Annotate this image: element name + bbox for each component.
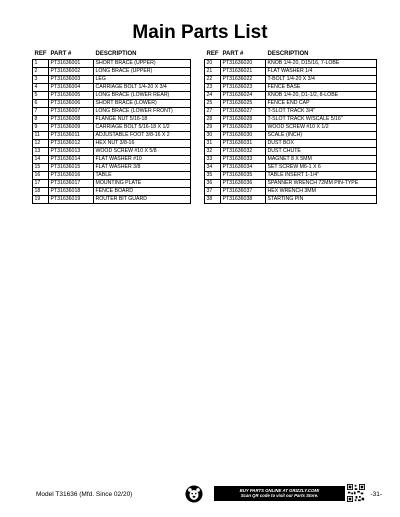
part-number-cell: PT31636031 [221, 140, 266, 148]
table-row [33, 60, 191, 68]
header-part: PART # [50, 51, 72, 57]
part-number-cell: PT31636001 [49, 60, 94, 68]
ref-cell: 15 [33, 164, 49, 172]
ref-cell: 29 [205, 124, 221, 132]
part-number-cell: PT31636024 [221, 92, 266, 100]
table-row [33, 84, 191, 92]
part-number-cell: PT31636009 [49, 124, 94, 132]
table-row [33, 132, 191, 140]
table-row [205, 76, 377, 84]
part-number-cell: PT31636006 [49, 100, 94, 108]
description-cell: WOOD SCREW #10 X 5/8 [94, 148, 191, 156]
description-cell: MOUNTING PLATE [94, 180, 191, 188]
table-row [205, 188, 377, 196]
description-cell: LONG BRACE (LOWER REAR) [94, 92, 191, 100]
ref-cell: 4 [33, 84, 49, 92]
part-number-cell: PT31636038 [221, 196, 266, 204]
part-number-cell: PT31636012 [49, 140, 94, 148]
description-cell: SPANNER WRENCH 72MM PIN-TYPE [266, 180, 377, 188]
ref-cell: 11 [33, 132, 49, 140]
table-row [33, 196, 191, 204]
ref-cell: 32 [205, 148, 221, 156]
description-cell: FLANGE NUT 5/16-18 [94, 116, 191, 124]
description-cell: ADJUSTABLE FOOT 3/8-16 X 2 [94, 132, 191, 140]
table-row [33, 164, 191, 172]
part-number-cell: PT31636032 [221, 148, 266, 156]
description-cell: SET SCREW M6-1 X 6 [266, 164, 377, 172]
part-number-cell: PT31636013 [49, 148, 94, 156]
ref-cell: 12 [33, 140, 49, 148]
parts-table-right [204, 50, 377, 204]
table-row [205, 132, 377, 140]
part-number-cell: PT31636037 [221, 188, 266, 196]
page-number: -31- [370, 491, 382, 498]
description-cell: FENCE BASE [266, 84, 377, 92]
part-number-cell: PT31636011 [49, 132, 94, 140]
table-row [205, 100, 377, 108]
description-cell: ROUTER BIT GUARD [94, 196, 191, 204]
part-number-cell: PT31636030 [221, 132, 266, 140]
part-number-cell: PT31636023 [221, 84, 266, 92]
ref-cell: 8 [33, 116, 49, 124]
ref-cell: 3 [33, 76, 49, 84]
part-number-cell: PT31636008 [49, 116, 94, 124]
description-cell: FLAT WASHER 3/8 [94, 164, 191, 172]
table-row [33, 68, 191, 76]
parts-table-left [32, 50, 191, 204]
description-cell: SHORT BRACE (UPPER) [94, 60, 191, 68]
table-row [205, 92, 377, 100]
table-row [205, 68, 377, 76]
ref-cell: 25 [205, 100, 221, 108]
table-row [33, 116, 191, 124]
part-number-cell: PT31636002 [49, 68, 94, 76]
ref-cell: 38 [205, 196, 221, 204]
ref-cell: 13 [33, 148, 49, 156]
ref-cell: 33 [205, 156, 221, 164]
description-cell: LEG [94, 76, 191, 84]
part-number-cell: PT31636003 [49, 76, 94, 84]
table-row [205, 84, 377, 92]
part-number-cell: PT31636005 [49, 92, 94, 100]
description-cell: KNOB 1/4-20, D15/16, 7-LOBE [266, 60, 377, 68]
header-ref: REF [34, 51, 47, 57]
header-ref: REF [206, 51, 219, 57]
table-row [33, 100, 191, 108]
description-cell: FLAT WASHER 1/4 [266, 68, 377, 76]
header-description: DESCRIPTION [267, 51, 309, 57]
description-cell: SCALE (INCH) [266, 132, 377, 140]
part-number-cell: PT31636035 [221, 172, 266, 180]
part-number-cell: PT31636018 [49, 188, 94, 196]
ref-cell: 14 [33, 156, 49, 164]
ref-cell: 34 [205, 164, 221, 172]
table-row [33, 172, 191, 180]
table-row [205, 180, 377, 188]
ref-cell: 36 [205, 180, 221, 188]
description-cell: T-SLOT TRACK W/SCALE 5/16" [266, 116, 377, 124]
ref-cell: 27 [205, 108, 221, 116]
ref-cell: 5 [33, 92, 49, 100]
description-cell: FENCE END CAP [266, 100, 377, 108]
part-number-cell: PT31636029 [221, 124, 266, 132]
description-cell: LONG BRACE (UPPER) [94, 68, 191, 76]
table-row [205, 164, 377, 172]
part-number-cell: PT31636004 [49, 84, 94, 92]
part-number-cell: PT31636034 [221, 164, 266, 172]
description-cell: DUST BOX [266, 140, 377, 148]
part-number-cell: PT31636036 [221, 180, 266, 188]
table-row [205, 116, 377, 124]
ref-cell: 9 [33, 124, 49, 132]
ref-cell: 1 [33, 60, 49, 68]
table-row [33, 188, 191, 196]
table-row [205, 172, 377, 180]
description-cell: LONG BRACE (LOWER FRONT) [94, 108, 191, 116]
table-row [205, 108, 377, 116]
table-row [33, 140, 191, 148]
description-cell: HEX NUT 3/8-16 [94, 140, 191, 148]
description-cell: CARRIAGE BOLT 1/4-20 X 3/4 [94, 84, 191, 92]
part-number-cell: PT31636028 [221, 116, 266, 124]
ref-cell: 21 [205, 68, 221, 76]
ref-cell: 28 [205, 116, 221, 124]
description-cell: HEX WRENCH 3MM [266, 188, 377, 196]
part-number-cell: PT31636014 [49, 156, 94, 164]
table-row [33, 156, 191, 164]
table-row [205, 156, 377, 164]
parts-store-promo[interactable] [214, 486, 345, 501]
table-row [33, 148, 191, 156]
description-cell: SHORT BRACE (LOWER) [94, 100, 191, 108]
table-row [205, 196, 377, 204]
ref-cell: 23 [205, 84, 221, 92]
ref-cell: 24 [205, 92, 221, 100]
ref-cell: 35 [205, 172, 221, 180]
description-cell: CARRIAGE BOLT 5/16-18 X 1/2 [94, 124, 191, 132]
description-cell: T-BOLT 1/4-20 X 3/4 [266, 76, 377, 84]
promo-subtext: Scan QR code to visit our Parts Store. [240, 493, 319, 499]
ref-cell: 2 [33, 68, 49, 76]
part-number-cell: PT31636019 [49, 196, 94, 204]
table-row [205, 60, 377, 68]
table-row [33, 92, 191, 100]
part-number-cell: PT31636017 [49, 180, 94, 188]
part-number-cell: PT31636015 [49, 164, 94, 172]
table-row [205, 124, 377, 132]
model-footer: Model T31636 (Mfd. Since 02/20) [36, 491, 133, 498]
part-number-cell: PT31636007 [49, 108, 94, 116]
ref-cell: 7 [33, 108, 49, 116]
description-cell: FENCE BOARD [94, 188, 191, 196]
ref-cell: 6 [33, 100, 49, 108]
description-cell: DUST CHUTE [266, 148, 377, 156]
table-row [33, 124, 191, 132]
page-title: Main Parts List [132, 22, 268, 43]
table-row [33, 76, 191, 84]
ref-cell: 20 [205, 60, 221, 68]
ref-cell: 30 [205, 132, 221, 140]
promo-headline: BUY PARTS ONLINE AT GRIZZLY.COM! [239, 487, 320, 493]
ref-cell: 31 [205, 140, 221, 148]
table-row [205, 148, 377, 156]
description-cell: T-SLOT TRACK 3/4" [266, 108, 377, 116]
ref-cell: 17 [33, 180, 49, 188]
ref-cell: 22 [205, 76, 221, 84]
description-cell: KNOB 1/4-20, D1-1/2, 8-LOBE [266, 92, 377, 100]
description-cell: MAGNET 8 X 5MM [266, 156, 377, 164]
description-cell: TABLE INSERT 1-1/4" [266, 172, 377, 180]
ref-cell: 16 [33, 172, 49, 180]
part-number-cell: PT31636033 [221, 156, 266, 164]
description-cell: FLAT WASHER #10 [94, 156, 191, 164]
description-cell: WOOD SCREW #10 X 1/2 [266, 124, 377, 132]
grizzly-bear-logo-icon [185, 485, 203, 503]
table-header-row [205, 50, 377, 60]
part-number-cell: PT31636027 [221, 108, 266, 116]
header-description: DESCRIPTION [95, 51, 137, 57]
table-row [33, 108, 191, 116]
ref-cell: 18 [33, 188, 49, 196]
header-part: PART # [222, 51, 244, 57]
part-number-cell: PT31636020 [221, 60, 266, 68]
table-row [205, 140, 377, 148]
part-number-cell: PT31636022 [221, 76, 266, 84]
table-header-row [33, 50, 191, 60]
description-cell: STARTING PIN [266, 196, 377, 204]
part-number-cell: PT31636021 [221, 68, 266, 76]
part-number-cell: PT31636025 [221, 100, 266, 108]
ref-cell: 37 [205, 188, 221, 196]
ref-cell: 19 [33, 196, 49, 204]
part-number-cell: PT31636016 [49, 172, 94, 180]
table-row [33, 180, 191, 188]
description-cell: TABLE [94, 172, 191, 180]
